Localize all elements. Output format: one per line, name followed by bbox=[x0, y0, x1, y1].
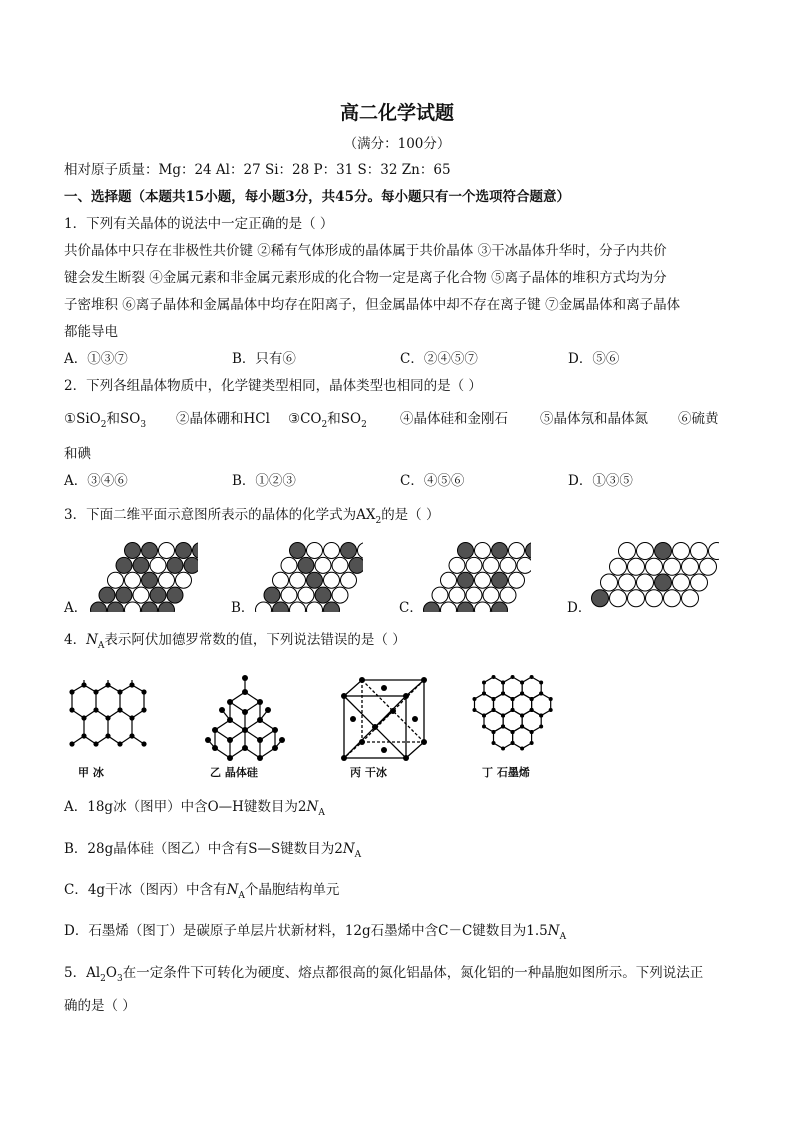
lattice-atom bbox=[341, 543, 357, 559]
q2-stem: 2．下列各组晶体物质中，化学键类型相同，晶体类型也相同的是（ ） bbox=[64, 378, 482, 394]
q2-item-2: ②晶体硼和HCl bbox=[176, 411, 270, 427]
q2-item-4: ④晶体硅和金刚石 bbox=[400, 411, 508, 427]
q2-item-5: ⑤晶体氖和晶体氮 bbox=[540, 411, 648, 427]
q1-option-c: C．②④⑤⑦ bbox=[400, 351, 478, 367]
q2-item-1: ①SiO$_2$和$SO_3$ bbox=[64, 411, 147, 430]
lattice-atom bbox=[466, 587, 482, 603]
lattice-atom bbox=[324, 602, 340, 612]
q4-stem: 4．$N_A$表示阿伏加德罗常数的值，下列说法错误的是（ ） bbox=[64, 632, 406, 651]
lattice-atom bbox=[307, 543, 323, 559]
lattice-atom bbox=[150, 557, 166, 573]
lattice-atom bbox=[466, 557, 482, 573]
lattice-atom bbox=[526, 543, 532, 559]
lattice-atom bbox=[664, 590, 681, 607]
lattice-atom bbox=[500, 557, 516, 573]
lattice-atom bbox=[256, 602, 272, 612]
lattice-atom bbox=[290, 572, 306, 588]
q2-option-a: A．③④⑥ bbox=[64, 473, 128, 489]
q2-option-b: B．①②③ bbox=[232, 473, 296, 489]
q4-caption-dry-ice: 丙 干冰 bbox=[350, 766, 387, 779]
lattice-atom bbox=[324, 543, 340, 559]
lattice-atom bbox=[159, 572, 175, 588]
q3-figure-b bbox=[253, 540, 363, 612]
lattice-atom bbox=[601, 574, 618, 591]
lattice-atom bbox=[646, 558, 663, 575]
lattice-atom bbox=[673, 574, 690, 591]
lattice-atom bbox=[125, 543, 141, 559]
q4-figure-ice bbox=[62, 680, 152, 760]
q3-label-d: D． bbox=[567, 600, 592, 616]
q2-item-6: ⑥硫黄 bbox=[678, 411, 719, 427]
q3-figure-a bbox=[88, 540, 198, 612]
lattice-atom bbox=[281, 587, 297, 603]
q4-option-c: C．4g干冰（图丙）中含有$N_A$个晶胞结构单元 bbox=[64, 882, 340, 901]
q2-item-3: $③CO_2$和$SO_2$ bbox=[288, 411, 367, 430]
lattice-atom bbox=[449, 557, 465, 573]
lattice-atom bbox=[637, 543, 654, 560]
lattice-atom bbox=[500, 587, 516, 603]
lattice-atom bbox=[184, 557, 198, 573]
lattice-atom bbox=[273, 602, 289, 612]
lattice-atom bbox=[592, 590, 609, 607]
lattice-atom bbox=[341, 572, 357, 588]
lattice-atom bbox=[664, 558, 681, 575]
lattice-atom bbox=[167, 557, 183, 573]
lattice-atom bbox=[150, 587, 166, 603]
q3-label-a: A． bbox=[64, 600, 88, 616]
lattice-atom bbox=[142, 572, 158, 588]
lattice-atom bbox=[458, 543, 474, 559]
lattice-atom bbox=[646, 590, 663, 607]
lattice-atom bbox=[133, 587, 149, 603]
lattice-atom bbox=[167, 587, 183, 603]
lattice-atom bbox=[682, 590, 699, 607]
lattice-atom bbox=[458, 572, 474, 588]
lattice-atom bbox=[133, 557, 149, 573]
graphene-ring bbox=[494, 727, 513, 749]
lattice-atom bbox=[691, 574, 708, 591]
q1-option-b: B．只有⑥ bbox=[232, 351, 296, 367]
lattice-atom bbox=[492, 572, 508, 588]
q3-figure-d bbox=[589, 540, 719, 612]
q3-label-c: C． bbox=[399, 600, 423, 616]
lattice-atom bbox=[610, 558, 627, 575]
lattice-atom bbox=[108, 572, 124, 588]
q1-stem: 1．下列有关晶体的说法中一定正确的是（ ） bbox=[64, 216, 334, 232]
q1-line-2: 键会发生断裂 ④金属元素和非金属元素形成的化合物一定是离子化合物 ⑤离子晶体的堆积方式均为分 bbox=[64, 270, 667, 286]
lattice-atom bbox=[628, 558, 645, 575]
q4-caption-ice: 甲 冰 bbox=[78, 766, 104, 779]
lattice-atom bbox=[441, 602, 457, 612]
exam-title: 高二化学试题 bbox=[339, 102, 454, 124]
lattice-atom bbox=[332, 557, 348, 573]
q2-line-2: 和碘 bbox=[64, 446, 91, 462]
q1-line-1: 共价晶体中只存在非极性共价键 ②稀有气体形成的晶体属于共价晶体 ③干冰晶体升华时，分子内共价 bbox=[64, 243, 667, 259]
q1-option-d: D．⑤⑥ bbox=[568, 351, 620, 367]
atomic-mass-line: 相对原子质量：Mg：24 Al：27 Si：28 P：31 S：32 Zn：65 bbox=[64, 162, 451, 178]
q4-caption-silicon: 乙 晶体硅 bbox=[210, 766, 258, 779]
lattice-atom bbox=[315, 587, 331, 603]
lattice-atom bbox=[315, 557, 331, 573]
lattice-atom bbox=[159, 543, 175, 559]
q3-stem: 3．下面二维平面示意图所表示的晶体的化学式为$AX_2$的是（ ） bbox=[64, 507, 440, 526]
lattice-atom bbox=[458, 602, 474, 612]
lattice-atom bbox=[91, 602, 107, 612]
lattice-atom bbox=[125, 572, 141, 588]
lattice-atom bbox=[682, 558, 699, 575]
lattice-atom bbox=[307, 572, 323, 588]
lattice-atom bbox=[449, 587, 465, 603]
q5-line-1: 5．$Al_2O_3$在一定条件下可转化为硬度、熔点都很高的氮化铝晶体，氮化铝的一种晶胞如图所示。下列说法正 bbox=[64, 965, 704, 984]
full-score: （满分：100分） bbox=[343, 136, 451, 152]
lattice-atom bbox=[264, 587, 280, 603]
lattice-atom bbox=[298, 587, 314, 603]
lattice-atom bbox=[691, 543, 708, 560]
lattice-atom bbox=[509, 543, 525, 559]
lattice-atom bbox=[492, 543, 508, 559]
q1-line-4: 都能导电 bbox=[64, 324, 118, 340]
lattice-atom bbox=[700, 558, 717, 575]
lattice-atom bbox=[290, 543, 306, 559]
lattice-atom bbox=[475, 543, 491, 559]
q5-line-2: 确的是（ ） bbox=[64, 998, 136, 1014]
lattice-atom bbox=[610, 590, 627, 607]
lattice-atom bbox=[176, 543, 192, 559]
lattice-atom bbox=[273, 572, 289, 588]
lattice-atom bbox=[142, 543, 158, 559]
lattice-atom bbox=[655, 543, 672, 560]
lattice-atom bbox=[637, 574, 654, 591]
q4-figure-graphene bbox=[462, 674, 580, 762]
q4-caption-graphene: 丁 石墨烯 bbox=[482, 766, 530, 779]
lattice-atom bbox=[441, 572, 457, 588]
lattice-atom bbox=[324, 572, 340, 588]
lattice-atom bbox=[517, 557, 531, 573]
lattice-atom bbox=[424, 602, 440, 612]
lattice-atom bbox=[619, 574, 636, 591]
q2-option-c: C．④⑤⑥ bbox=[400, 473, 465, 489]
q3-label-b: B． bbox=[231, 600, 255, 616]
lattice-atom bbox=[483, 557, 499, 573]
lattice-atom bbox=[176, 572, 192, 588]
q1-line-3: 子密堆积 ⑥离子晶体和金属晶体中均存在阳离子，但金属晶体中却不存在离子键 ⑦金属晶体和离子晶体 bbox=[64, 297, 681, 313]
q4-option-a: A．18g冰（图甲）中含O—H键数目为$2N_A$ bbox=[64, 799, 325, 818]
graphene-ring bbox=[513, 727, 532, 749]
q1-option-a: A．①③⑦ bbox=[64, 351, 128, 367]
lattice-atom bbox=[709, 543, 720, 560]
lattice-atom bbox=[349, 557, 363, 573]
lattice-atom bbox=[159, 602, 175, 612]
lattice-atom bbox=[628, 590, 645, 607]
lattice-atom bbox=[332, 587, 348, 603]
lattice-atom bbox=[475, 572, 491, 588]
lattice-atom bbox=[125, 602, 141, 612]
section-heading: 一、选择题（本题共15小题，每小题3分，共45分。每小题只有一个选项符合题意） bbox=[64, 189, 570, 205]
lattice-atom bbox=[673, 543, 690, 560]
lattice-atom bbox=[290, 602, 306, 612]
lattice-atom bbox=[116, 557, 132, 573]
lattice-atom bbox=[307, 602, 323, 612]
lattice-atom bbox=[483, 587, 499, 603]
lattice-atom bbox=[619, 543, 636, 560]
q4-option-d: D．石墨烯（图丁）是碳原子单层片状新材料，12g石墨烯中含C－C键数目为$1.5N_A$ bbox=[64, 923, 567, 942]
lattice-atom bbox=[655, 574, 672, 591]
q2-option-d: D．①③⑤ bbox=[568, 473, 633, 489]
lattice-atom bbox=[281, 557, 297, 573]
lattice-atom bbox=[108, 602, 124, 612]
lattice-atom bbox=[509, 572, 525, 588]
q3-figure-c bbox=[421, 540, 531, 612]
lattice-atom bbox=[475, 602, 491, 612]
lattice-atom bbox=[142, 602, 158, 612]
q4-option-b: B．28g晶体硅（图乙）中含有S—S键数目为$2N_A$ bbox=[64, 841, 362, 860]
lattice-atom bbox=[298, 557, 314, 573]
lattice-atom bbox=[492, 602, 508, 612]
lattice-atom bbox=[193, 543, 199, 559]
lattice-atom bbox=[99, 587, 115, 603]
q4-figure-silicon bbox=[200, 670, 290, 765]
lattice-atom bbox=[358, 543, 364, 559]
lattice-atom bbox=[432, 587, 448, 603]
lattice-atom bbox=[116, 587, 132, 603]
q4-figure-dry-ice bbox=[336, 674, 428, 764]
